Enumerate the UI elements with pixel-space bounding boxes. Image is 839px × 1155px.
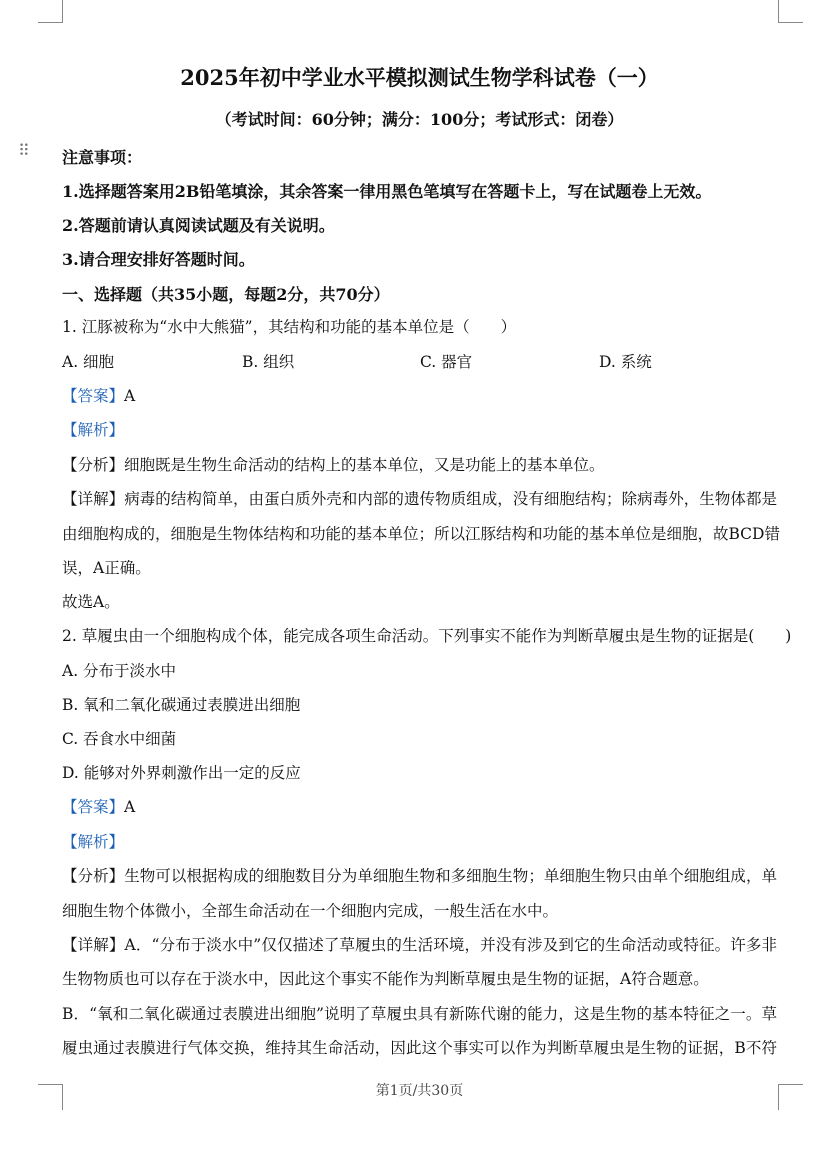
fenxi-tag: 【分析】 — [62, 867, 125, 885]
answer-tag: 【答案】 — [62, 798, 125, 816]
question-2-stem: 2. 草履虫由一个细胞构成个体，能完成各项生命活动。下列事实不能作为判断草履虫是生物的证据是( ) — [62, 627, 792, 645]
q2-answer — [62, 795, 135, 817]
q1-option-b: B. 组织 — [242, 353, 295, 371]
q1-answer — [62, 384, 135, 406]
q1-option-d: D. 系统 — [599, 353, 652, 371]
notice-item: 2.答题前请认真阅读试题及有关说明。 — [62, 216, 335, 235]
crop-mark — [778, 22, 803, 23]
q1-option-a: A. 细胞 — [62, 353, 115, 371]
xiangjie-text: A．“分布于淡水中”仅仅描述了草履虫的生活环境，并没有涉及到它的生命活动或特征。许多非 — [124, 936, 777, 954]
q2-xiangjie-line: B．“氧和二氧化碳通过表膜进出细胞”说明了草履虫具有新陈代谢的能力，这是生物的基本特征之一。草 — [62, 1005, 777, 1023]
drag-handle-icon[interactable]: ⠿ — [18, 141, 28, 160]
answer-tag: 【答案】 — [62, 387, 125, 405]
notice-heading: 注意事项： — [62, 148, 143, 167]
notice-item: 1.选择题答案用2B铅笔填涂，其余答案一律用黑色笔填写在答题卡上，写在试题卷上无效。 — [62, 182, 712, 201]
q1-xiangjie-line: 误，A正确。 — [62, 559, 151, 577]
notice-item: 3.请合理安排好答题时间。 — [62, 250, 255, 269]
answer-value: A — [124, 798, 136, 816]
xiangjie-tag: 【详解】 — [62, 936, 125, 954]
q1-option-c: C. 器官 — [420, 353, 473, 371]
q2-analysis-tag: 【解析】 — [62, 833, 125, 851]
q1-xiangjie-line — [62, 487, 777, 509]
q2-xiangjie-line — [62, 933, 777, 955]
question-1-stem: 1. 江豚被称为“水中大熊猫”，其结构和功能的基本单位是（ ） — [62, 318, 517, 336]
q2-xiangjie-line: 履虫通过表膜进行气体交换，维持其生命活动，因此这个事实可以作为判断草履虫是生物的证据，B不符 — [62, 1039, 777, 1057]
crop-mark — [62, 0, 63, 22]
q1-fenxi — [62, 453, 605, 475]
exam-subtitle: （考试时间：60分钟；满分：100分；考试形式：闭卷） — [215, 110, 624, 129]
exam-title: 2025年初中学业水平模拟测试生物学科试卷（一） — [180, 65, 659, 90]
crop-mark — [778, 0, 779, 22]
q1-conclusion: 故选A。 — [62, 593, 120, 611]
q2-option-b: B. 氧和二氧化碳通过表膜进出细胞 — [62, 696, 301, 714]
q2-fenxi-line — [62, 864, 777, 886]
q2-option-a: A. 分布于淡水中 — [62, 662, 177, 680]
q2-option-d: D. 能够对外界刺激作出一定的反应 — [62, 764, 301, 782]
q1-xiangjie-line: 由细胞构成的，细胞是生物体结构和功能的基本单位；所以江豚结构和功能的基本单位是细胞，故BCD错 — [62, 525, 780, 543]
q1-analysis-tag: 【解析】 — [62, 421, 125, 439]
page-number: 第1页/共30页 — [375, 1083, 464, 1099]
fenxi-tag: 【分析】 — [62, 456, 125, 474]
xiangjie-tag: 【详解】 — [62, 490, 125, 508]
fenxi-text: 生物可以根据构成的细胞数目分为单细胞生物和多细胞生物；单细胞生物只由单个细胞组成，单 — [124, 867, 777, 885]
crop-mark — [38, 22, 63, 23]
q2-option-c: C. 吞食水中细菌 — [62, 730, 177, 748]
answer-value: A — [124, 387, 136, 405]
fenxi-text: 细胞既是生物生命活动的结构上的基本单位，又是功能上的基本单位。 — [124, 456, 605, 474]
section-heading: 一、选择题（共35小题，每题2分，共70分） — [62, 285, 390, 304]
q2-xiangjie-line: 生物物质也可以存在于淡水中，因此这个事实不能作为判断草履虫是生物的证据，A符合题意。 — [62, 970, 709, 988]
xiangjie-text: 病毒的结构简单，由蛋白质外壳和内部的遗传物质组成，没有细胞结构；除病毒外，生物体都是 — [124, 490, 777, 508]
q2-fenxi-line: 细胞生物个体微小，全部生命活动在一个细胞内完成，一般生活在水中。 — [62, 902, 559, 920]
